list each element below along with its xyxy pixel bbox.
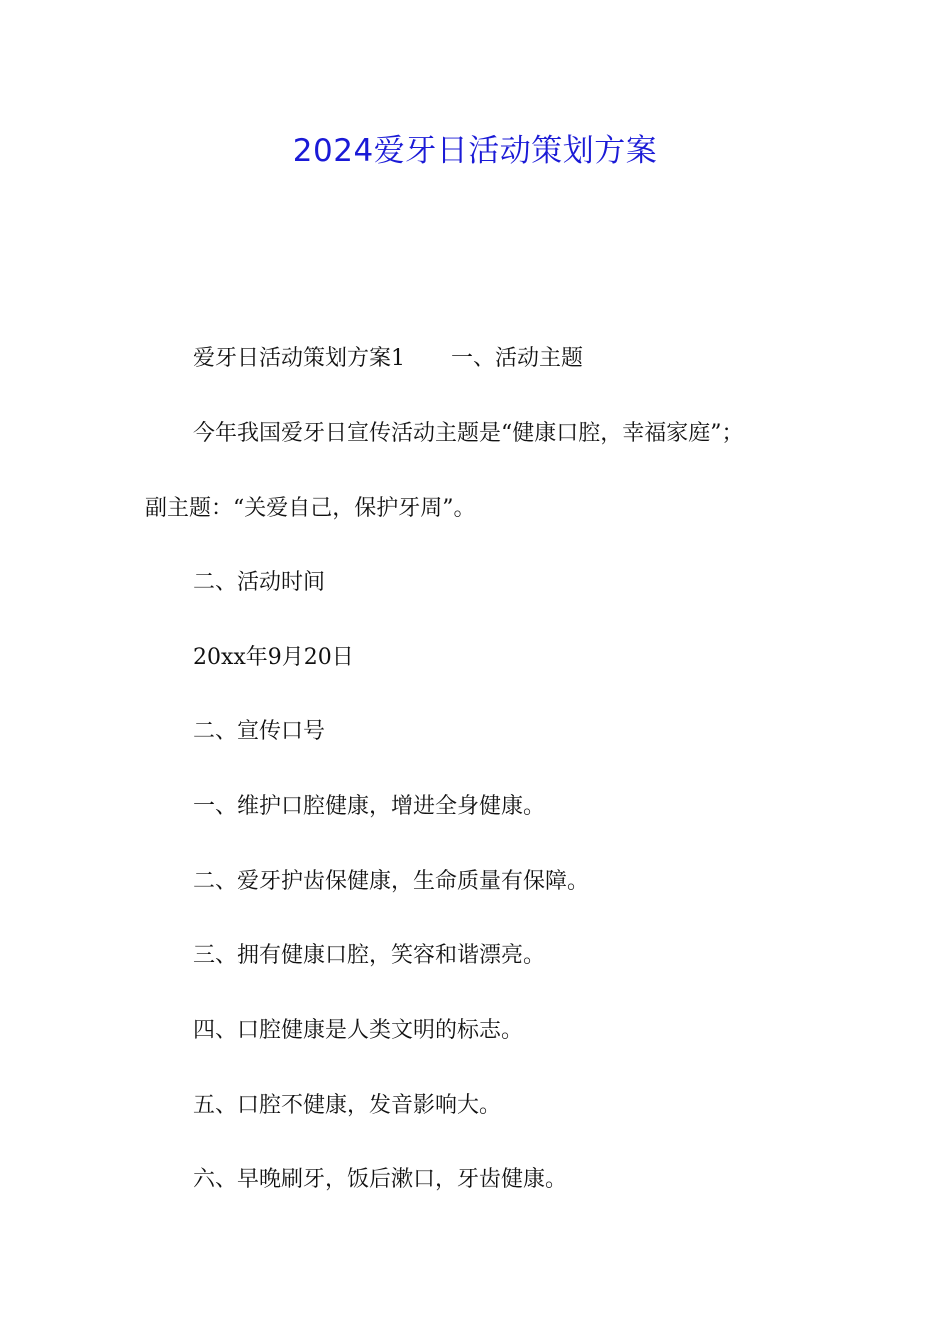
document-title: 2024爱牙日活动策划方案 xyxy=(292,133,658,169)
paragraph-theme-text: 今年我国爱牙日宣传活动主题是“健康口腔，幸福家庭”； xyxy=(193,421,744,446)
slogan-item: 六、早晚刷牙，饭后漱口，牙齿健康。 xyxy=(193,1167,568,1192)
paragraph-subtheme-text: 副主题：“关爱自己，保护牙周”。 xyxy=(145,496,476,521)
plan-subtitle: 爱牙日活动策划方案1 xyxy=(193,346,405,371)
section-time-heading: 二、活动时间 xyxy=(193,570,326,595)
slogan-item: 一、维护口腔健康，增进全身健康。 xyxy=(193,794,546,819)
paragraph-date: 20xx年9月20日 xyxy=(193,645,354,670)
paragraph-heading-theme xyxy=(193,343,583,375)
slogan-item: 二、爱牙护齿保健康，生命质量有保障。 xyxy=(193,869,590,894)
slogan-item: 五、口腔不健康，发音影响大。 xyxy=(193,1093,502,1118)
section-slogan-heading: 二、宣传口号 xyxy=(193,719,326,744)
slogan-item: 三、拥有健康口腔，笑容和谐漂亮。 xyxy=(193,943,546,968)
section-theme-heading: 一、活动主题 xyxy=(451,346,584,371)
slogan-item: 四、口腔健康是人类文明的标志。 xyxy=(193,1018,524,1043)
